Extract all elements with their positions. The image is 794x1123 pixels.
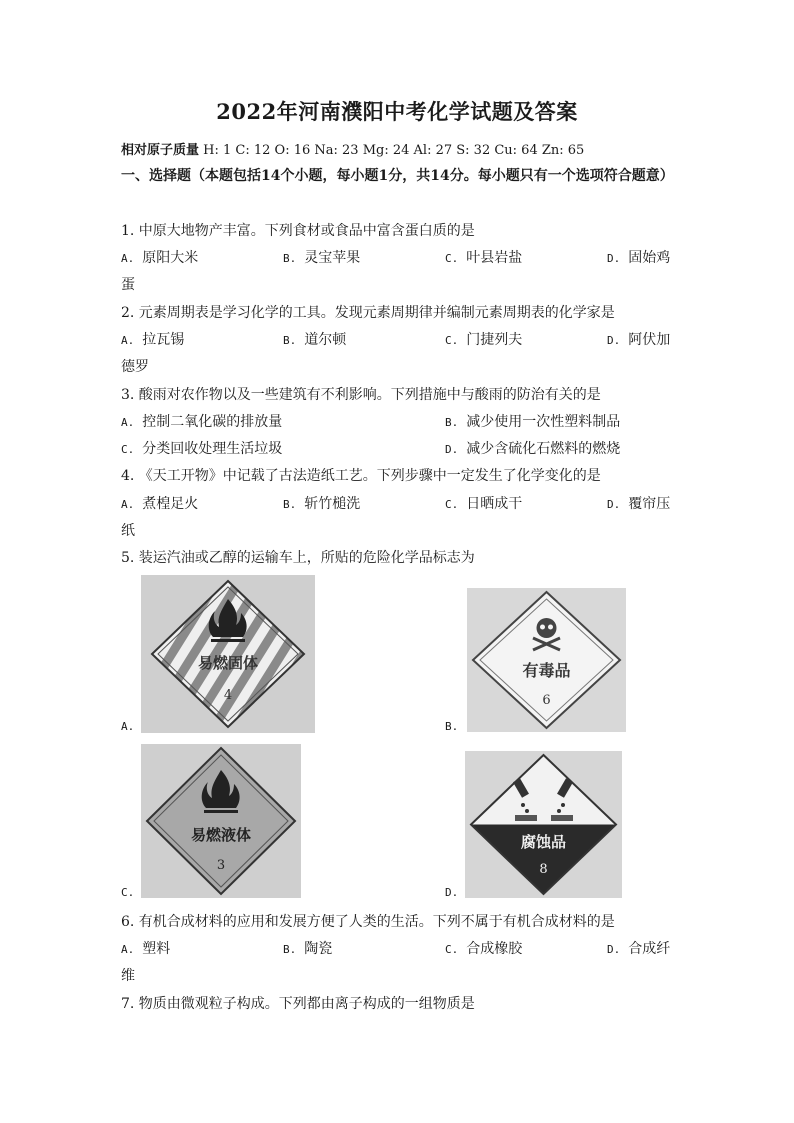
question-5-stem: 5. 装运汽油或乙醇的运输车上，所贴的危险化学品标志为 [121,550,475,566]
q5-option-c-label: C. [121,886,135,899]
question-1-stem: 1. 中原大地物产丰富。下列食材或食品中富含蛋白质的是 [121,223,475,239]
question-7-stem: 7. 物质由微观粒子构成。下列都由离子构成的一组物质是 [121,996,475,1012]
question-6-stem: 6. 有机合成材料的应用和发展方便了人类的生活。下列不属于有机合成材料的是 [121,914,615,930]
q4-option-c: C. 日晒成干 [445,496,523,512]
section-heading: 一、选择题（本题包括14个小题，每小题1分，共14分。每小题只有一个选项符合题意） [121,168,674,184]
q1-option-c: C. 叶县岩盐 [445,250,523,266]
sign-a-text: 易燃固体 [197,654,259,672]
atomic-mass-line [121,139,584,158]
hazard-sign-corrosive [465,751,622,898]
q6-option-b: B. 陶瓷 [283,941,333,957]
sign-d-number: 8 [539,862,548,877]
q5-option-d-label: D. [445,886,459,899]
atomic-mass-label: 相对原子质量 [121,143,200,158]
q1-option-d: D. 固始鸡 [607,250,671,266]
q4-option-b: B. 斩竹槌洗 [283,496,361,512]
q5-option-a-label: A. [121,720,135,733]
q3-option-b: B. 减少使用一次性塑料制品 [445,414,621,430]
q6-option-d-wrap: 维 [121,968,135,984]
q3-option-d: D. 减少含硫化石燃料的燃烧 [445,441,621,457]
sign-c-number: 3 [216,858,226,873]
question-4-stem: 4. 《天工开物》中记载了古法造纸工艺。下列步骤中一定发生了化学变化的是 [121,468,601,484]
question-3-stem: 3. 酸雨对农作物以及一些建筑有不利影响。下列措施中与酸雨的防治有关的是 [121,387,601,403]
hazard-sign-flammable-solid [141,575,315,733]
q1-option-d-wrap: 蛋 [121,277,135,293]
hazard-sign-flammable-liquid [141,744,301,898]
flammable-solid-icon [141,575,315,733]
q2-option-a: A. 拉瓦锡 [121,332,185,348]
sign-b-number: 6 [542,693,551,708]
atomic-mass-values: H: 1 C: 12 O: 16 Na: 23 Mg: 24 Al: 27 S: 32 Cu: 64 Zn: 65 [203,143,585,158]
sign-d-text: 腐蚀品 [520,833,567,851]
hazard-sign-toxic [467,588,626,732]
q5-option-b-label: B. [445,720,459,733]
q1-option-a: A. 原阳大米 [121,250,199,266]
q2-option-b: B. 道尔顿 [283,332,347,348]
q6-option-c: C. 合成橡胶 [445,941,523,957]
page-title: 2022年河南濮阳中考化学试题及答案 [216,99,578,124]
q2-option-d: D. 阿伏加 [607,332,671,348]
sign-c-text: 易燃液体 [190,826,252,844]
q2-option-d-wrap: 德罗 [121,359,149,375]
question-2-stem: 2. 元素周期表是学习化学的工具。发现元素周期律并编制元素周期表的化学家是 [121,305,615,321]
q4-option-d: D. 覆帘压 [607,496,671,512]
q1-option-b: B. 灵宝苹果 [283,250,361,266]
corrosive-icon [465,751,622,898]
q2-option-c: C. 门捷列夫 [445,332,523,348]
q6-option-a: A. 塑料 [121,941,171,957]
q4-option-a: A. 煮楻足火 [121,496,199,512]
q3-option-c: C. 分类回收处理生活垃圾 [121,441,283,457]
skull-icon [467,588,626,732]
sign-b-text: 有毒品 [522,661,571,680]
q4-option-d-wrap: 纸 [121,523,135,539]
sign-a-number: 4 [223,688,233,703]
q3-option-a: A. 控制二氧化碳的排放量 [121,414,283,430]
flame-icon [141,744,301,898]
q6-option-d: D. 合成纤 [607,941,671,957]
